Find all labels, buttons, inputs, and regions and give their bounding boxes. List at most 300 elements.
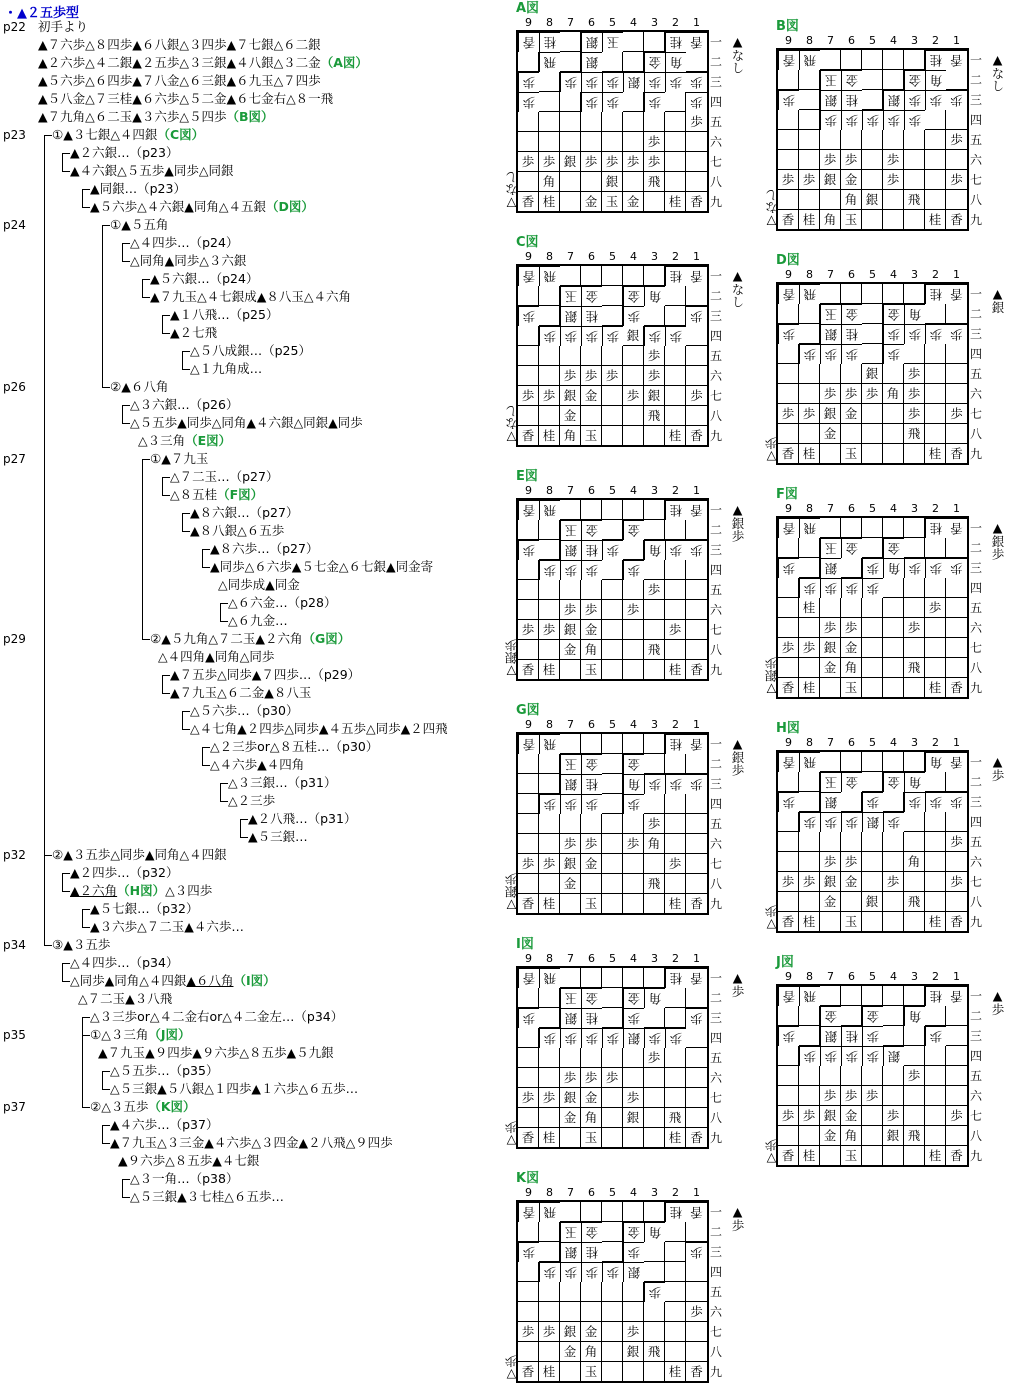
rank-number: 二	[709, 523, 722, 537]
board-square	[686, 1048, 707, 1068]
board-square	[539, 1302, 560, 1322]
gote-piece: 桂	[665, 734, 686, 754]
sente-piece: 歩	[518, 152, 539, 172]
board-square	[623, 366, 644, 386]
board-square	[925, 892, 946, 912]
sente-piece: 歩	[799, 170, 820, 190]
rank-number: 四	[709, 95, 722, 109]
board-square	[518, 132, 539, 152]
move-text: △４七角▲２四歩△同歩▲４五歩△同歩▲２四飛	[190, 721, 448, 736]
board-square	[623, 640, 644, 660]
sente-piece: 歩	[820, 150, 841, 170]
board-square	[518, 1028, 539, 1048]
board-square	[904, 50, 925, 70]
board-square	[799, 304, 820, 324]
tree-connector	[182, 513, 183, 531]
board-square	[602, 894, 623, 914]
board-square	[820, 598, 841, 618]
rank-number: 五	[969, 835, 982, 849]
tree-connector	[240, 819, 241, 837]
move-line	[210, 558, 433, 576]
move-line	[228, 774, 336, 792]
board-square	[925, 1126, 946, 1146]
board-square	[602, 1342, 623, 1362]
board-square	[862, 130, 883, 150]
gote-piece: 金	[581, 520, 602, 540]
file-number: 1	[693, 718, 700, 731]
board-square	[518, 112, 539, 132]
file-number: 6	[588, 250, 595, 263]
sente-piece: 香	[690, 662, 703, 677]
move-line	[70, 162, 233, 180]
gote-piece: 歩	[925, 792, 946, 812]
sente-piece: 香	[950, 680, 963, 695]
gote-hand: ▽歩	[764, 905, 779, 933]
tree-connector	[182, 531, 190, 532]
board-square	[946, 618, 967, 638]
rank-number: 六	[969, 387, 982, 401]
rank-number: 二	[709, 55, 722, 69]
gote-piece: 歩	[623, 306, 644, 326]
board-square	[644, 520, 665, 540]
board-square	[560, 32, 581, 52]
file-number: 2	[672, 1186, 679, 1199]
sente-piece: 香	[518, 426, 539, 446]
board-square	[778, 852, 799, 872]
gote-piece: 銀	[623, 1028, 644, 1048]
tree-connector	[82, 927, 90, 928]
board-square	[946, 70, 967, 90]
move-line	[38, 90, 333, 108]
file-number: 6	[848, 268, 855, 281]
diagram-ref: （H図）	[117, 883, 166, 898]
rank-number: 三	[709, 543, 722, 557]
gote-piece: 銀	[560, 774, 581, 794]
sente-piece: 角	[560, 426, 581, 446]
rank-number: 一	[709, 971, 722, 985]
board-square	[560, 1302, 581, 1322]
tree-connector	[44, 135, 45, 945]
rank-number: 五	[969, 367, 982, 381]
board-square	[602, 620, 623, 640]
gote-piece: 歩	[665, 1028, 686, 1048]
board-square	[665, 600, 686, 620]
sente-piece: 金	[560, 406, 581, 426]
gote-hand: ▽なし	[764, 189, 779, 229]
rank-number: 八	[709, 409, 722, 423]
board-square	[686, 346, 707, 366]
board-square	[665, 172, 686, 192]
file-number: 6	[588, 16, 595, 29]
board-square	[665, 814, 686, 834]
gote-hand: ▽なし	[504, 171, 519, 211]
file-number: 6	[848, 736, 855, 749]
board-square	[539, 1242, 560, 1262]
board-square	[644, 1128, 665, 1148]
board-square	[518, 172, 539, 192]
sente-hand: ▲銀歩	[990, 520, 1005, 560]
file-number: 3	[911, 502, 918, 515]
board-diagram	[504, 1171, 747, 1397]
move-text: ▲１八飛…（p25）	[170, 307, 279, 322]
tree-connector	[162, 495, 170, 496]
move-line	[38, 36, 321, 54]
board-square	[778, 832, 799, 852]
gote-piece: 桂	[539, 32, 560, 52]
gote-piece: 銀	[820, 90, 841, 110]
board-square	[518, 640, 539, 660]
board-square	[904, 1026, 925, 1046]
sente-piece: 香	[690, 1130, 703, 1145]
file-number: 6	[848, 34, 855, 47]
move-line	[170, 306, 278, 324]
board-square	[820, 912, 841, 932]
sente-piece: 歩	[623, 1322, 644, 1342]
board-square	[862, 832, 883, 852]
rank-number: 九	[709, 1131, 722, 1145]
move-line	[150, 288, 351, 306]
board-square	[665, 794, 686, 814]
file-number: 9	[785, 34, 792, 47]
board-square	[946, 638, 967, 658]
board-square	[602, 754, 623, 774]
sente-piece: 銀	[820, 872, 841, 892]
gote-piece: 桂	[665, 266, 686, 286]
diagram-ref: （I図）	[233, 973, 276, 988]
board-square	[665, 988, 686, 1008]
board-square	[602, 1362, 623, 1382]
move-line	[90, 1098, 196, 1116]
board-square	[539, 366, 560, 386]
board-square	[602, 1242, 623, 1262]
move-text: ▲同銀…（p23）	[90, 181, 186, 196]
sente-piece: 歩	[904, 364, 925, 384]
board-square	[518, 754, 539, 774]
sente-piece: 銀	[560, 620, 581, 640]
board-square	[925, 110, 946, 130]
rank-number: 九	[709, 195, 722, 209]
board-diagram	[764, 253, 1007, 479]
move-text: ▲２六歩△４二銀▲２五歩△３三銀▲４八銀△３二金	[38, 55, 321, 70]
board-square	[686, 1108, 707, 1128]
board-square	[799, 364, 820, 384]
tree-connector	[62, 153, 63, 171]
gote-piece: 歩	[686, 1242, 707, 1262]
sente-piece: 歩	[602, 152, 623, 172]
board-square	[623, 1202, 644, 1222]
sente-piece: 飛	[904, 424, 925, 444]
sente-piece: 桂	[925, 210, 946, 230]
rank-number: 四	[969, 815, 982, 829]
move-line	[190, 360, 262, 378]
board-square	[799, 558, 820, 578]
gote-piece: 飛	[539, 1202, 560, 1222]
gote-piece: 桂	[581, 1242, 602, 1262]
board-square	[665, 1342, 686, 1362]
sente-piece: 香	[950, 914, 963, 929]
file-number: 3	[651, 250, 658, 263]
file-number: 5	[609, 952, 616, 965]
sente-piece: 角	[581, 1108, 602, 1128]
gote-piece: 歩	[883, 344, 904, 364]
sente-piece: 歩	[644, 132, 665, 152]
gote-piece: 歩	[581, 560, 602, 580]
gote-piece: 歩	[539, 560, 560, 580]
board-square	[904, 812, 925, 832]
board-square	[623, 1068, 644, 1088]
gote-piece: 飛	[799, 518, 820, 538]
sente-piece: 香	[518, 1128, 539, 1148]
board-square	[841, 598, 862, 618]
board-square	[883, 404, 904, 424]
board-grid	[776, 48, 969, 231]
move-text: △２三歩or△８五桂…（p30）	[210, 739, 379, 754]
gote-piece: 金	[862, 1006, 883, 1026]
move-text: △４四角▲同角△同歩	[158, 649, 275, 664]
rank-number: 四	[969, 581, 982, 595]
rank-number: 九	[969, 1149, 982, 1163]
gote-piece: 金	[883, 538, 904, 558]
sente-piece: 角	[581, 1342, 602, 1362]
move-text: ▲４六銀△５五歩▲同歩△同銀	[70, 163, 234, 178]
file-number: 3	[911, 34, 918, 47]
sente-piece: 歩	[602, 366, 623, 386]
sente-piece: 桂	[539, 426, 560, 446]
tree-connector	[44, 855, 52, 856]
board-square	[820, 130, 841, 150]
move-text: 初手より	[38, 19, 89, 34]
sente-piece: 歩	[686, 112, 707, 132]
tree-connector	[82, 189, 83, 207]
move-line	[228, 612, 288, 630]
gote-piece: 歩	[560, 560, 581, 580]
tree-connector	[202, 747, 203, 765]
sente-piece: 桂	[799, 912, 820, 932]
board-square	[883, 912, 904, 932]
file-number: 9	[525, 484, 532, 497]
board-square	[946, 364, 967, 384]
board-square	[581, 346, 602, 366]
move-line	[52, 936, 110, 954]
tree-connector	[62, 153, 70, 154]
board-square	[560, 346, 581, 366]
board-square	[623, 580, 644, 600]
move-text: ▲７五歩△同歩▲７四歩…（p29）	[170, 667, 361, 682]
board-square	[686, 754, 707, 774]
board-square	[539, 814, 560, 834]
diagram-ref: （F図）	[217, 487, 264, 502]
move-text: ▲５七銀…（p32）	[90, 901, 199, 916]
board-square	[665, 286, 686, 306]
gote-piece: 香	[518, 266, 539, 286]
gote-piece: 桂	[841, 1026, 862, 1046]
board-square	[904, 284, 925, 304]
sente-piece: 飛	[904, 892, 925, 912]
move-line	[170, 684, 311, 702]
board-square	[686, 814, 707, 834]
sente-piece: 歩	[946, 832, 967, 852]
board-square	[602, 306, 623, 326]
move-text: △６六金…（p28）	[228, 595, 337, 610]
sente-piece: 角	[581, 640, 602, 660]
gote-piece: 角	[904, 304, 925, 324]
sente-piece: 歩	[644, 152, 665, 172]
file-number: 5	[869, 34, 876, 47]
rank-number: 八	[709, 175, 722, 189]
board-square	[518, 988, 539, 1008]
file-number: 7	[567, 718, 574, 731]
board-square	[560, 172, 581, 192]
gote-piece: 桂	[925, 986, 946, 1006]
gote-piece: 香	[686, 1202, 707, 1222]
sente-piece: 金	[581, 386, 602, 406]
sente-piece: 香	[778, 912, 799, 932]
board-square	[862, 772, 883, 792]
sente-piece: 歩	[820, 1086, 841, 1106]
move-text: ▲２六銀…（p23）	[70, 145, 179, 160]
sente-piece: 歩	[946, 170, 967, 190]
gote-piece: 香	[686, 968, 707, 988]
gote-piece: 歩	[602, 540, 623, 560]
sente-piece: 歩	[581, 834, 602, 854]
board-square	[946, 1046, 967, 1066]
rank-number: 八	[709, 643, 722, 657]
rank-number: 六	[709, 369, 722, 383]
board-square	[644, 1008, 665, 1028]
move-text: ②▲６八角	[110, 379, 169, 394]
sente-piece: 歩	[560, 600, 581, 620]
board-square	[644, 1362, 665, 1382]
board-square	[518, 1302, 539, 1322]
page-ref: p22	[3, 20, 26, 34]
move-text: ▲７九玉△３三金▲４六歩△３四金▲２八飛△９四歩	[110, 1135, 393, 1150]
board-diagram	[764, 19, 1007, 245]
tree-connector	[122, 1179, 130, 1180]
board-square	[946, 1086, 967, 1106]
tree-connector	[142, 279, 143, 297]
board-square	[778, 812, 799, 832]
gote-piece: 歩	[799, 1046, 820, 1066]
board-square	[581, 874, 602, 894]
move-text: △８五桂	[170, 487, 218, 502]
tree-connector	[62, 963, 70, 964]
sente-piece: 桂	[799, 678, 820, 698]
board-square	[539, 346, 560, 366]
board-grid	[776, 282, 969, 465]
board-square	[644, 754, 665, 774]
file-number: 1	[693, 484, 700, 497]
move-line	[170, 324, 217, 342]
board-label: F図	[776, 487, 798, 502]
page-ref: p24	[3, 218, 26, 232]
board-square	[946, 1026, 967, 1046]
gote-piece: 角	[925, 752, 946, 772]
board-square	[581, 968, 602, 988]
move-text: △５三銀▲５八銀△１四歩▲１六歩△６五歩…	[110, 1081, 359, 1096]
file-number: 4	[890, 502, 897, 515]
gote-piece: 銀	[883, 90, 904, 110]
sente-piece: 歩	[778, 404, 799, 424]
tree-connector	[162, 315, 170, 316]
board-square	[904, 872, 925, 892]
board-square	[820, 1146, 841, 1166]
gote-piece: 香	[778, 752, 799, 772]
board-square	[925, 190, 946, 210]
board-square	[665, 92, 686, 112]
sente-piece: 歩	[644, 346, 665, 366]
move-text: ▲７九玉△４七銀成▲８八玉△４六角	[150, 289, 351, 304]
gote-piece: 飛	[539, 968, 560, 988]
gote-piece: 歩	[883, 324, 904, 344]
gote-piece: 歩	[862, 1046, 883, 1066]
board-square	[665, 386, 686, 406]
file-number: 3	[651, 1186, 658, 1199]
board-square	[665, 1008, 686, 1028]
sente-piece: 歩	[946, 1106, 967, 1126]
board-square	[799, 772, 820, 792]
rank-number: 一	[969, 521, 982, 535]
board-square	[778, 772, 799, 792]
gote-piece: 歩	[778, 792, 799, 812]
board-square	[644, 192, 665, 212]
board-square	[539, 1282, 560, 1302]
tree-connector	[122, 405, 123, 423]
sente-piece: 香	[950, 446, 963, 461]
sente-piece: 角	[539, 172, 560, 192]
sente-piece: 銀	[623, 1342, 644, 1362]
sente-piece: 金	[560, 1342, 581, 1362]
board-square	[925, 344, 946, 364]
sente-piece: 角	[820, 210, 841, 230]
sente-piece: 歩	[799, 872, 820, 892]
gote-piece: 歩	[686, 306, 707, 326]
sente-piece: 歩	[946, 404, 967, 424]
sente-piece: 歩	[904, 404, 925, 424]
board-square	[665, 346, 686, 366]
file-number: 4	[890, 268, 897, 281]
rank-number: 二	[709, 1225, 722, 1239]
tree-connector	[122, 405, 130, 406]
gote-piece: 桂	[665, 500, 686, 520]
diagram-ref: （E図）	[185, 433, 232, 448]
move-text: ▲８六歩…（p27）	[210, 541, 319, 556]
sente-piece: 歩	[518, 854, 539, 874]
gote-piece: 歩	[644, 774, 665, 794]
rank-number: 六	[969, 1089, 982, 1103]
board-square	[904, 1046, 925, 1066]
tree-connector	[142, 459, 143, 639]
board-square	[946, 852, 967, 872]
move-line	[150, 270, 258, 288]
board-square	[883, 1146, 904, 1166]
file-number: 8	[546, 250, 553, 263]
diagram-ref: （C図）	[157, 127, 205, 142]
board-square	[778, 424, 799, 444]
file-number: 5	[869, 268, 876, 281]
sente-piece: 歩	[862, 384, 883, 404]
gote-piece: 玉	[602, 32, 623, 52]
file-number: 8	[546, 16, 553, 29]
sente-piece: 桂	[539, 660, 560, 680]
tree-connector	[162, 675, 163, 693]
gote-piece: 金	[841, 304, 862, 324]
tree-connector	[102, 1089, 110, 1090]
move-text: ②▲３五歩△同歩▲同角△４四銀	[52, 847, 227, 862]
sente-piece: 歩	[581, 152, 602, 172]
board-square	[946, 424, 967, 444]
page-ref: p37	[3, 1100, 26, 1114]
gote-piece: 歩	[686, 540, 707, 560]
